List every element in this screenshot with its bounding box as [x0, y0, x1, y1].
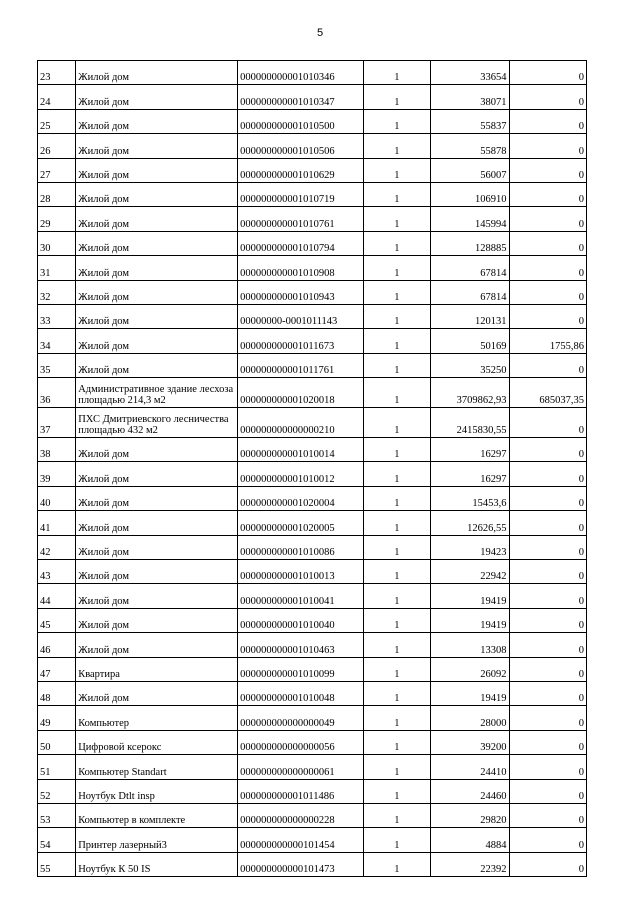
- book-value-cell: 145994: [431, 207, 509, 231]
- depreciation-cell: 0: [509, 408, 586, 438]
- quantity-cell: 1: [363, 706, 430, 730]
- book-value-cell: 39200: [431, 730, 509, 754]
- asset-name-cell: Жилой дом: [76, 353, 238, 377]
- asset-name-cell: Ноутбук К 50 IS: [76, 852, 238, 876]
- quantity-cell: 1: [363, 353, 430, 377]
- inventory-code-cell: 000000000000000049: [238, 706, 364, 730]
- depreciation-cell: 0: [509, 608, 586, 632]
- book-value-cell: 120131: [431, 304, 509, 328]
- book-value-cell: 19419: [431, 584, 509, 608]
- asset-name-cell: Административное здание лесхоза площадью 214,3 м2: [76, 378, 238, 408]
- quantity-cell: 1: [363, 608, 430, 632]
- asset-name-cell: Жилой дом: [76, 486, 238, 510]
- row-number-cell: 38: [38, 438, 76, 462]
- asset-name-cell: Жилой дом: [76, 182, 238, 206]
- quantity-cell: 1: [363, 61, 430, 85]
- row-number-cell: 34: [38, 329, 76, 353]
- quantity-cell: 1: [363, 378, 430, 408]
- asset-name-cell: Жилой дом: [76, 256, 238, 280]
- depreciation-cell: 0: [509, 681, 586, 705]
- inventory-code-cell: 000000000001010013: [238, 560, 364, 584]
- inventory-code-cell: 000000000001010048: [238, 681, 364, 705]
- asset-name-cell: Жилой дом: [76, 584, 238, 608]
- asset-name-cell: Жилой дом: [76, 462, 238, 486]
- inventory-code-cell: 000000000001020005: [238, 511, 364, 535]
- inventory-code-cell: 000000000001010086: [238, 535, 364, 559]
- inventory-code-cell: 000000000001011673: [238, 329, 364, 353]
- inventory-code-cell: 000000000001010346: [238, 61, 364, 85]
- table-row: [38, 706, 587, 730]
- quantity-cell: 1: [363, 438, 430, 462]
- inventory-code-cell: 000000000001010794: [238, 231, 364, 255]
- asset-name-cell: Компьютер: [76, 706, 238, 730]
- book-value-cell: 26092: [431, 657, 509, 681]
- row-number-cell: 44: [38, 584, 76, 608]
- asset-name-cell: Жилой дом: [76, 511, 238, 535]
- row-number-cell: 37: [38, 408, 76, 438]
- depreciation-cell: 0: [509, 85, 586, 109]
- table-row: [38, 779, 587, 803]
- quantity-cell: 1: [363, 633, 430, 657]
- quantity-cell: 1: [363, 182, 430, 206]
- inventory-code-cell: 000000000001010040: [238, 608, 364, 632]
- depreciation-cell: 0: [509, 486, 586, 510]
- quantity-cell: 1: [363, 329, 430, 353]
- depreciation-cell: 0: [509, 109, 586, 133]
- row-number-cell: 39: [38, 462, 76, 486]
- inventory-code-cell: 000000000000000056: [238, 730, 364, 754]
- depreciation-cell: 0: [509, 755, 586, 779]
- row-number-cell: 36: [38, 378, 76, 408]
- asset-name-cell: Жилой дом: [76, 207, 238, 231]
- table-row: [38, 329, 587, 353]
- quantity-cell: 1: [363, 755, 430, 779]
- asset-name-cell: Жилой дом: [76, 61, 238, 85]
- row-number-cell: 52: [38, 779, 76, 803]
- asset-name-cell: Жилой дом: [76, 560, 238, 584]
- row-number-cell: 23: [38, 61, 76, 85]
- row-number-cell: 32: [38, 280, 76, 304]
- book-value-cell: 128885: [431, 231, 509, 255]
- table-row: [38, 828, 587, 852]
- inventory-code-cell: 000000000001010041: [238, 584, 364, 608]
- table-row: [38, 462, 587, 486]
- asset-name-cell: Ноутбук Dtlt insp: [76, 779, 238, 803]
- table-row: [38, 584, 587, 608]
- row-number-cell: 33: [38, 304, 76, 328]
- asset-name-cell: Квартира: [76, 657, 238, 681]
- book-value-cell: 4884: [431, 828, 509, 852]
- book-value-cell: 19419: [431, 608, 509, 632]
- depreciation-cell: 0: [509, 560, 586, 584]
- quantity-cell: 1: [363, 256, 430, 280]
- row-number-cell: 24: [38, 85, 76, 109]
- book-value-cell: 29820: [431, 803, 509, 827]
- row-number-cell: 42: [38, 535, 76, 559]
- quantity-cell: 1: [363, 231, 430, 255]
- row-number-cell: 51: [38, 755, 76, 779]
- table-row: [38, 231, 587, 255]
- book-value-cell: 33654: [431, 61, 509, 85]
- inventory-code-cell: 000000000001011761: [238, 353, 364, 377]
- table-row: [38, 61, 587, 85]
- row-number-cell: 35: [38, 353, 76, 377]
- asset-name-cell: Жилой дом: [76, 681, 238, 705]
- asset-name-cell: Жилой дом: [76, 608, 238, 632]
- table-row: [38, 158, 587, 182]
- row-number-cell: 40: [38, 486, 76, 510]
- asset-name-cell: Компьютер в комплекте: [76, 803, 238, 827]
- table-row: [38, 608, 587, 632]
- asset-name-cell: Жилой дом: [76, 280, 238, 304]
- quantity-cell: 1: [363, 803, 430, 827]
- quantity-cell: 1: [363, 158, 430, 182]
- quantity-cell: 1: [363, 681, 430, 705]
- quantity-cell: 1: [363, 462, 430, 486]
- book-value-cell: 22392: [431, 852, 509, 876]
- asset-name-cell: Жилой дом: [76, 329, 238, 353]
- quantity-cell: 1: [363, 511, 430, 535]
- inventory-code-cell: 000000000000000210: [238, 408, 364, 438]
- book-value-cell: 50169: [431, 329, 509, 353]
- inventory-code-cell: 000000000001010463: [238, 633, 364, 657]
- inventory-code-cell: 000000000001010719: [238, 182, 364, 206]
- inventory-code-cell: 000000000001010943: [238, 280, 364, 304]
- quantity-cell: 1: [363, 828, 430, 852]
- table-row: [38, 657, 587, 681]
- table-row: [38, 438, 587, 462]
- inventory-code-cell: 000000000001020004: [238, 486, 364, 510]
- book-value-cell: 3709862,93: [431, 378, 509, 408]
- inventory-code-cell: 000000000001010500: [238, 109, 364, 133]
- row-number-cell: 47: [38, 657, 76, 681]
- depreciation-cell: 0: [509, 828, 586, 852]
- row-number-cell: 29: [38, 207, 76, 231]
- depreciation-cell: 0: [509, 231, 586, 255]
- quantity-cell: 1: [363, 584, 430, 608]
- inventory-code-cell: 000000000001010099: [238, 657, 364, 681]
- table-row: [38, 134, 587, 158]
- inventory-code-cell: 000000000001011486: [238, 779, 364, 803]
- table-row: [38, 182, 587, 206]
- depreciation-cell: 0: [509, 61, 586, 85]
- asset-name-cell: Жилой дом: [76, 85, 238, 109]
- depreciation-cell: 0: [509, 779, 586, 803]
- depreciation-cell: 0: [509, 633, 586, 657]
- table-row: [38, 109, 587, 133]
- table-row: [38, 486, 587, 510]
- inventory-code-cell: 000000000001010014: [238, 438, 364, 462]
- depreciation-cell: 0: [509, 438, 586, 462]
- book-value-cell: 106910: [431, 182, 509, 206]
- table-row: [38, 85, 587, 109]
- book-value-cell: 56007: [431, 158, 509, 182]
- asset-name-cell: Компьютер Standart: [76, 755, 238, 779]
- table-row: [38, 560, 587, 584]
- book-value-cell: 22942: [431, 560, 509, 584]
- quantity-cell: 1: [363, 657, 430, 681]
- depreciation-cell: 0: [509, 803, 586, 827]
- table-row: [38, 256, 587, 280]
- quantity-cell: 1: [363, 779, 430, 803]
- quantity-cell: 1: [363, 535, 430, 559]
- asset-name-cell: Жилой дом: [76, 158, 238, 182]
- depreciation-cell: 0: [509, 535, 586, 559]
- book-value-cell: 16297: [431, 462, 509, 486]
- book-value-cell: 19419: [431, 681, 509, 705]
- depreciation-cell: 0: [509, 280, 586, 304]
- row-number-cell: 28: [38, 182, 76, 206]
- row-number-cell: 43: [38, 560, 76, 584]
- row-number-cell: 27: [38, 158, 76, 182]
- table-row: [38, 280, 587, 304]
- inventory-code-cell: 000000000001010908: [238, 256, 364, 280]
- depreciation-cell: 0: [509, 353, 586, 377]
- asset-name-cell: Жилой дом: [76, 109, 238, 133]
- depreciation-cell: 0: [509, 182, 586, 206]
- inventory-code-cell: 000000000001010012: [238, 462, 364, 486]
- table-row: [38, 535, 587, 559]
- table-row: [38, 408, 587, 438]
- depreciation-cell: 0: [509, 706, 586, 730]
- table-row: [38, 730, 587, 754]
- row-number-cell: 26: [38, 134, 76, 158]
- asset-name-cell: Жилой дом: [76, 134, 238, 158]
- inventory-code-cell: 000000000001010761: [238, 207, 364, 231]
- asset-name-cell: Жилой дом: [76, 633, 238, 657]
- table-row: [38, 304, 587, 328]
- book-value-cell: 67814: [431, 256, 509, 280]
- asset-name-cell: Цифровой ксерокс: [76, 730, 238, 754]
- table-row: [38, 852, 587, 876]
- inventory-code-cell: 000000000001010347: [238, 85, 364, 109]
- book-value-cell: 19423: [431, 535, 509, 559]
- quantity-cell: 1: [363, 109, 430, 133]
- depreciation-cell: 1755,86: [509, 329, 586, 353]
- row-number-cell: 30: [38, 231, 76, 255]
- asset-name-cell: Принтер лазерный3: [76, 828, 238, 852]
- quantity-cell: 1: [363, 134, 430, 158]
- book-value-cell: 55837: [431, 109, 509, 133]
- inventory-table: [37, 60, 587, 877]
- table-row: [38, 353, 587, 377]
- inventory-code-cell: 000000000000000228: [238, 803, 364, 827]
- book-value-cell: 12626,55: [431, 511, 509, 535]
- row-number-cell: 55: [38, 852, 76, 876]
- book-value-cell: 55878: [431, 134, 509, 158]
- quantity-cell: 1: [363, 852, 430, 876]
- depreciation-cell: 0: [509, 207, 586, 231]
- depreciation-cell: 0: [509, 657, 586, 681]
- inventory-code-cell: 000000000001010629: [238, 158, 364, 182]
- book-value-cell: 24460: [431, 779, 509, 803]
- row-number-cell: 54: [38, 828, 76, 852]
- asset-name-cell: Жилой дом: [76, 438, 238, 462]
- inventory-code-cell: 000000000001010506: [238, 134, 364, 158]
- inventory-code-cell: 000000000000101454: [238, 828, 364, 852]
- table-row: [38, 681, 587, 705]
- inventory-code-cell: 000000000000101473: [238, 852, 364, 876]
- depreciation-cell: 0: [509, 158, 586, 182]
- quantity-cell: 1: [363, 560, 430, 584]
- inventory-table-body: [38, 61, 587, 877]
- inventory-code-cell: 00000000-0001011143: [238, 304, 364, 328]
- depreciation-cell: 0: [509, 852, 586, 876]
- row-number-cell: 48: [38, 681, 76, 705]
- inventory-code-cell: 000000000000000061: [238, 755, 364, 779]
- row-number-cell: 25: [38, 109, 76, 133]
- quantity-cell: 1: [363, 304, 430, 328]
- row-number-cell: 31: [38, 256, 76, 280]
- book-value-cell: 2415830,55: [431, 408, 509, 438]
- quantity-cell: 1: [363, 408, 430, 438]
- book-value-cell: 15453,6: [431, 486, 509, 510]
- quantity-cell: 1: [363, 85, 430, 109]
- depreciation-cell: 0: [509, 730, 586, 754]
- book-value-cell: 67814: [431, 280, 509, 304]
- depreciation-cell: 685037,35: [509, 378, 586, 408]
- table-row: [38, 511, 587, 535]
- quantity-cell: 1: [363, 486, 430, 510]
- row-number-cell: 53: [38, 803, 76, 827]
- book-value-cell: 13308: [431, 633, 509, 657]
- inventory-code-cell: 000000000001020018: [238, 378, 364, 408]
- row-number-cell: 49: [38, 706, 76, 730]
- depreciation-cell: 0: [509, 304, 586, 328]
- table-row: [38, 207, 587, 231]
- table-row: [38, 633, 587, 657]
- quantity-cell: 1: [363, 280, 430, 304]
- quantity-cell: 1: [363, 730, 430, 754]
- row-number-cell: 50: [38, 730, 76, 754]
- depreciation-cell: 0: [509, 584, 586, 608]
- page-number: 5: [316, 27, 324, 39]
- depreciation-cell: 0: [509, 256, 586, 280]
- book-value-cell: 28000: [431, 706, 509, 730]
- table-row: [38, 803, 587, 827]
- book-value-cell: 24410: [431, 755, 509, 779]
- asset-name-cell: Жилой дом: [76, 304, 238, 328]
- row-number-cell: 45: [38, 608, 76, 632]
- table-row: [38, 378, 587, 408]
- book-value-cell: 38071: [431, 85, 509, 109]
- row-number-cell: 41: [38, 511, 76, 535]
- depreciation-cell: 0: [509, 462, 586, 486]
- quantity-cell: 1: [363, 207, 430, 231]
- book-value-cell: 16297: [431, 438, 509, 462]
- asset-name-cell: Жилой дом: [76, 535, 238, 559]
- asset-name-cell: ПХС Дмитриевского лесничества площадью 432 м2: [76, 408, 238, 438]
- asset-name-cell: Жилой дом: [76, 231, 238, 255]
- book-value-cell: 35250: [431, 353, 509, 377]
- depreciation-cell: 0: [509, 511, 586, 535]
- table-row: [38, 755, 587, 779]
- depreciation-cell: 0: [509, 134, 586, 158]
- row-number-cell: 46: [38, 633, 76, 657]
